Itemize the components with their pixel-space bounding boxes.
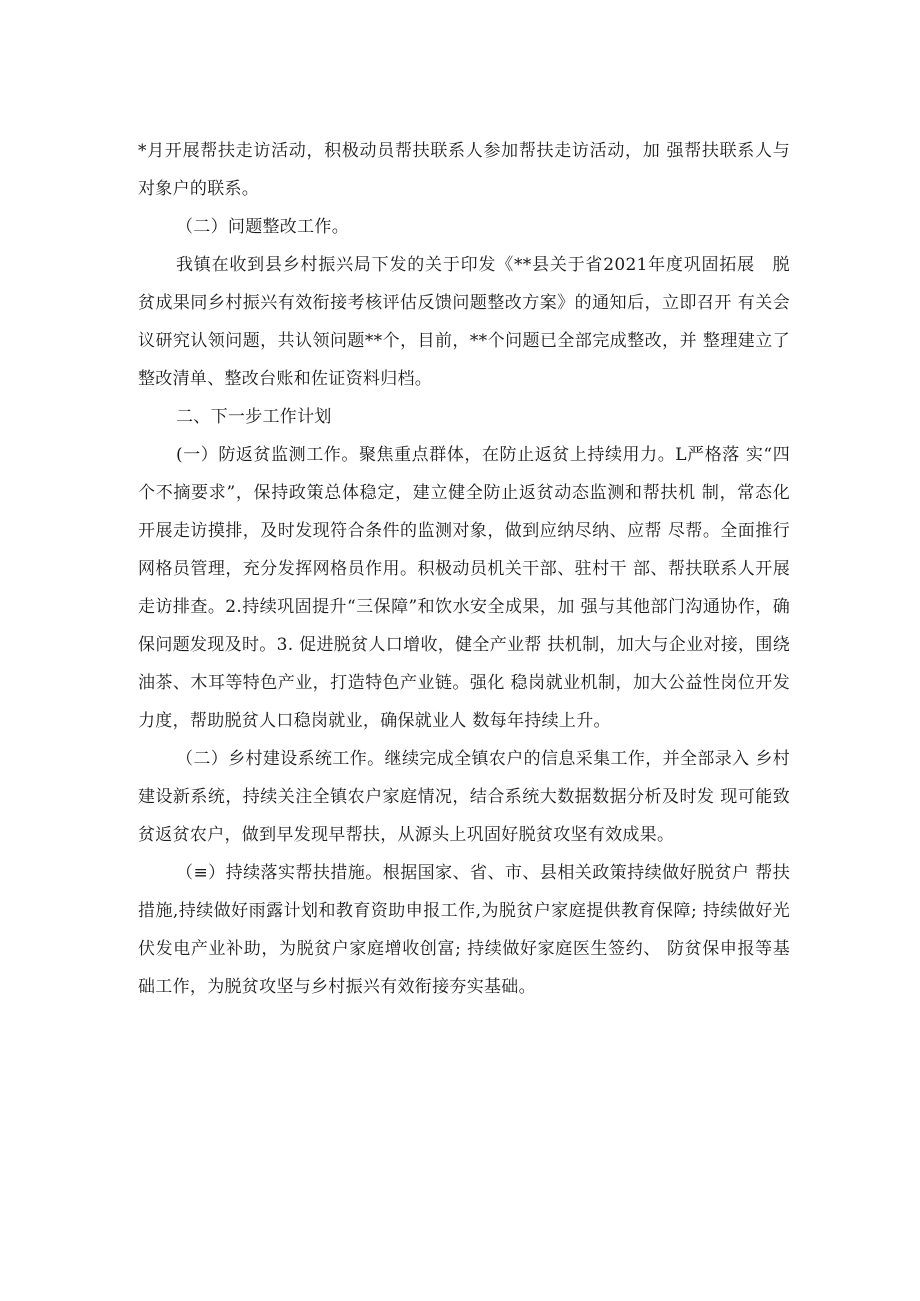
document-body <box>138 132 790 1006</box>
paragraph-assistance-measures: （≡）持续落实帮扶措施。根据国家、省、市、县相关政策持续做好脱贫户 帮扶措施,持续做好雨露计划和教育资助申报工作,为脱贫户家庭提供教育保障; 持续做好光伏发电产业补助，为脱贫户家庭增收创富; 持续做好家庭医生签约、 防贫保申报等基础工作，为脱贫攻坚与乡村振兴有效衔接夯实基础。 <box>138 863 790 997</box>
paragraph-visit-continuation: *月开展帮扶走访活动，积极动员帮扶联系人参加帮扶走访活动，加 强帮扶联系人与对象户的联系。 <box>138 141 790 199</box>
paragraph-poverty-monitoring: (一）防返贫监测工作。聚焦重点群体，在防止返贫上持续用力。L严格落 实“四个不摘要求”，保持政策总体稳定，建立健全防止返贫动态监测和帮扶机 制，常态化开展走访摸排，及时发现符合条件的监测对象，做到应纳尽纳、应帮 尽帮。全面推行网格员管理，充分发挥网格员作用。积极动员机关干部、驻村干 部、帮扶联系人开展走访排查。2.持续巩固提升“三保障”和饮水安全成果，加 强与其他部门沟通协作，确保问题发现及时。3. 促进脱贫人口增收，健全产业帮 扶机制，加大与企业对接，围绕油茶、木耳等特色产业，打造特色产业链。强化 稳岗就业机制，加大公益性岗位开发力度，帮助脱贫人口稳岗就业，确保就业人 数每年持续上升。 <box>138 445 790 731</box>
paragraph-rural-construction-system: （二）乡村建设系统工作。继续完成全镇农户的信息采集工作，并全部录入 乡村建设新系统，持续关注全镇农户家庭情况，结合系统大数据数据分析及时发 现可能致贫返贫农户，做到早发现早帮扶，从源头上巩固好脱贫攻坚有效成果。 <box>138 749 790 845</box>
paragraph-rectification-body: 我镇在收到县乡村振兴局下发的关于印发《**县关于省2021年度巩固拓展 脱贫成果同乡村振兴有效衔接考核评估反馈问题整改方案》的通知后，立即召开 有关会议研究认领问题，共认领问题**个，目前，**个问题已全部完成整改，并 整理建立了整改清单、整改台账和佐证资料归档。 <box>138 255 790 389</box>
section-heading-next-plan: 二、下一步工作计划 <box>176 407 332 427</box>
subheading-problem-rectification: （二）问题整改工作。 <box>176 217 349 237</box>
